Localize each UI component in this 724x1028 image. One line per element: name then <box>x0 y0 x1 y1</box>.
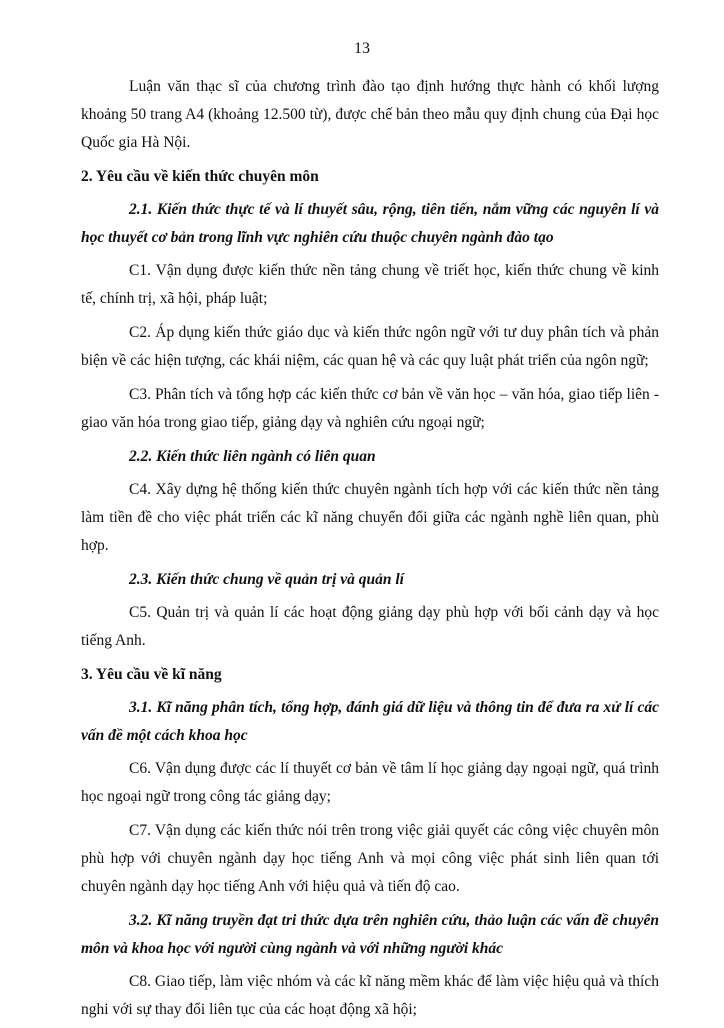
page-number: 13 <box>354 40 370 57</box>
c7-paragraph: C7. Vận dụng các kiến thức nói trên trong việc giải quyết các công việc chuyên môn phù hợp với chuyên ngành dạy học tiếng Anh và mọi công việc phát sinh liên quan tới chuyên ngành dạy học tiếng Anh với hiệu quả và tiến độ cao. <box>81 822 659 895</box>
c2-paragraph: C2. Áp dụng kiến thức giáo dục và kiến thức ngôn ngữ với tư duy phân tích và phản biện về các hiện tượng, các khái niệm, các quan hệ và các quy luật phát triển của ngôn ngữ; <box>81 324 659 369</box>
section-2-2-heading: 2.2. Kiến thức liên ngành có liên quan <box>129 448 376 465</box>
c4-paragraph: C4. Xây dựng hệ thống kiến thức chuyên ngành tích hợp với các kiến thức nền tảng làm tiền đề cho việc phát triển các kĩ năng chuyển đổi giữa các ngành nghề liên quan, phù hợp. <box>81 481 659 554</box>
section-3-1-heading: 3.1. Kĩ năng phân tích, tổng hợp, đánh giá dữ liệu và thông tin để đưa ra xử lí các vấn đề một cách khoa học <box>81 699 659 744</box>
c5-paragraph: C5. Quản trị và quản lí các hoạt động giảng dạy phù hợp với bối cảnh dạy và học tiếng Anh. <box>81 604 659 649</box>
c3-paragraph: C3. Phân tích và tổng hợp các kiến thức cơ bản về văn học – văn hóa, giao tiếp liên - giao văn hóa trong giao tiếp, giảng dạy và nghiên cứu ngoại ngữ; <box>81 386 659 431</box>
section-2-3-heading: 2.3. Kiến thức chung về quản trị và quản lí <box>129 571 404 588</box>
c6-paragraph: C6. Vận dụng được các lí thuyết cơ bản về tâm lí học giảng dạy ngoại ngữ, quá trình học ngoại ngữ trong công tác giảng dạy; <box>81 760 659 805</box>
c8-paragraph: C8. Giao tiếp, làm việc nhóm và các kĩ năng mềm khác để làm việc hiệu quả và thích nghi với sự thay đổi liên tục của các hoạt động xã hội; <box>81 973 659 1018</box>
document-body <box>81 73 659 1028</box>
section-2-1-heading: 2.1. Kiến thức thực tế và lí thuyết sâu, rộng, tiên tiến, nắm vững các nguyên lí và học thuyết cơ bản trong lĩnh vực nghiên cứu thuộc chuyên ngành đào tạo <box>81 201 659 246</box>
intro-paragraph: Luận văn thạc sĩ của chương trình đào tạo định hướng thực hành có khối lượng khoảng 50 trang A4 (khoảng 12.500 từ), được chế bản theo mẫu quy định chung của Đại học Quốc gia Hà Nội. <box>81 78 659 151</box>
section-3-2-heading: 3.2. Kĩ năng truyền đạt tri thức dựa trên nghiên cứu, thảo luận các vấn đề chuyên môn và khoa học với người cùng ngành và với những người khác <box>81 912 659 957</box>
section-3-heading: 3. Yêu cầu về kĩ năng <box>81 666 222 683</box>
c1-paragraph: C1. Vận dụng được kiến thức nền tảng chung về triết học, kiến thức chung về kinh tế, chính trị, xã hội, pháp luật; <box>81 262 659 307</box>
section-2-heading: 2. Yêu cầu về kiến thức chuyên môn <box>81 168 319 185</box>
